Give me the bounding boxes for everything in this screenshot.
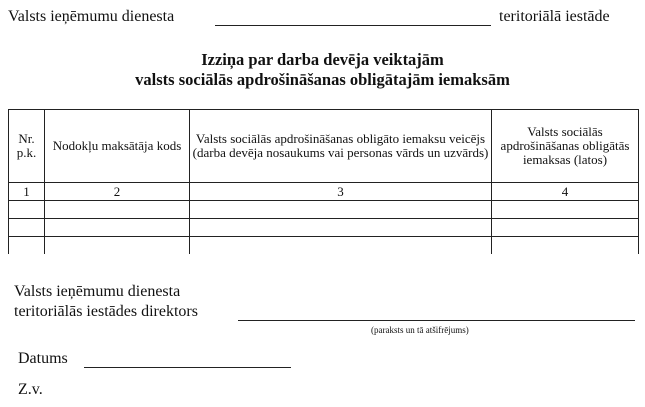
table-cell[interactable] (190, 237, 492, 255)
table-cell[interactable] (45, 237, 190, 255)
column-header-payer: Valsts sociālās apdrošināšanas obligāto iemaksu veicējs (darba devēja nosaukums vai personas vārds un uzvārds) (190, 110, 492, 183)
signature-label-line2: teritoriālās iestādes direktors (14, 303, 198, 320)
table-row (9, 219, 639, 237)
table-cell[interactable] (9, 237, 45, 255)
table-cell[interactable] (190, 201, 492, 219)
header-prefix: Valsts ieņēmumu dienesta (8, 8, 175, 25)
column-header-tax-code: Nodokļu maksātāja kods (45, 110, 190, 183)
contributions-table (8, 109, 639, 254)
doc-title-line2: valsts sociālās apdrošināšanas obligātajām iemaksām (135, 70, 510, 89)
table-row (9, 237, 639, 255)
signature-caption: (paraksts un tā atšifrējums) (371, 325, 469, 335)
column-number: 2 (45, 183, 190, 201)
institution-blank-line[interactable] (215, 25, 491, 26)
doc-title-line1: Izziņa par darba devēja veiktajām (201, 50, 444, 69)
column-header-nr: Nr. p.k. (9, 110, 45, 183)
date-blank-line[interactable] (84, 367, 291, 368)
table-cell[interactable] (492, 237, 639, 255)
table-row (9, 201, 639, 219)
stamp-label: Z.v. (18, 381, 43, 398)
table-cell[interactable] (45, 201, 190, 219)
column-number: 4 (492, 183, 639, 201)
column-number: 1 (9, 183, 45, 201)
table-cell[interactable] (492, 201, 639, 219)
table-cell[interactable] (9, 201, 45, 219)
table-header-row (9, 110, 639, 183)
date-label: Datums (18, 350, 68, 367)
table-cell[interactable] (45, 219, 190, 237)
table-cell[interactable] (492, 219, 639, 237)
table-number-row (9, 183, 639, 201)
column-header-amount: Valsts sociālās apdrošināšanas obligātās iemaksas (latos) (492, 110, 639, 183)
table-cell[interactable] (9, 219, 45, 237)
signature-blank-line[interactable] (238, 320, 635, 321)
column-number: 3 (190, 183, 492, 201)
signature-label-line1: Valsts ieņēmumu dienesta (14, 283, 181, 300)
header-suffix: teritoriālā iestāde (499, 8, 610, 25)
table-cell[interactable] (190, 219, 492, 237)
